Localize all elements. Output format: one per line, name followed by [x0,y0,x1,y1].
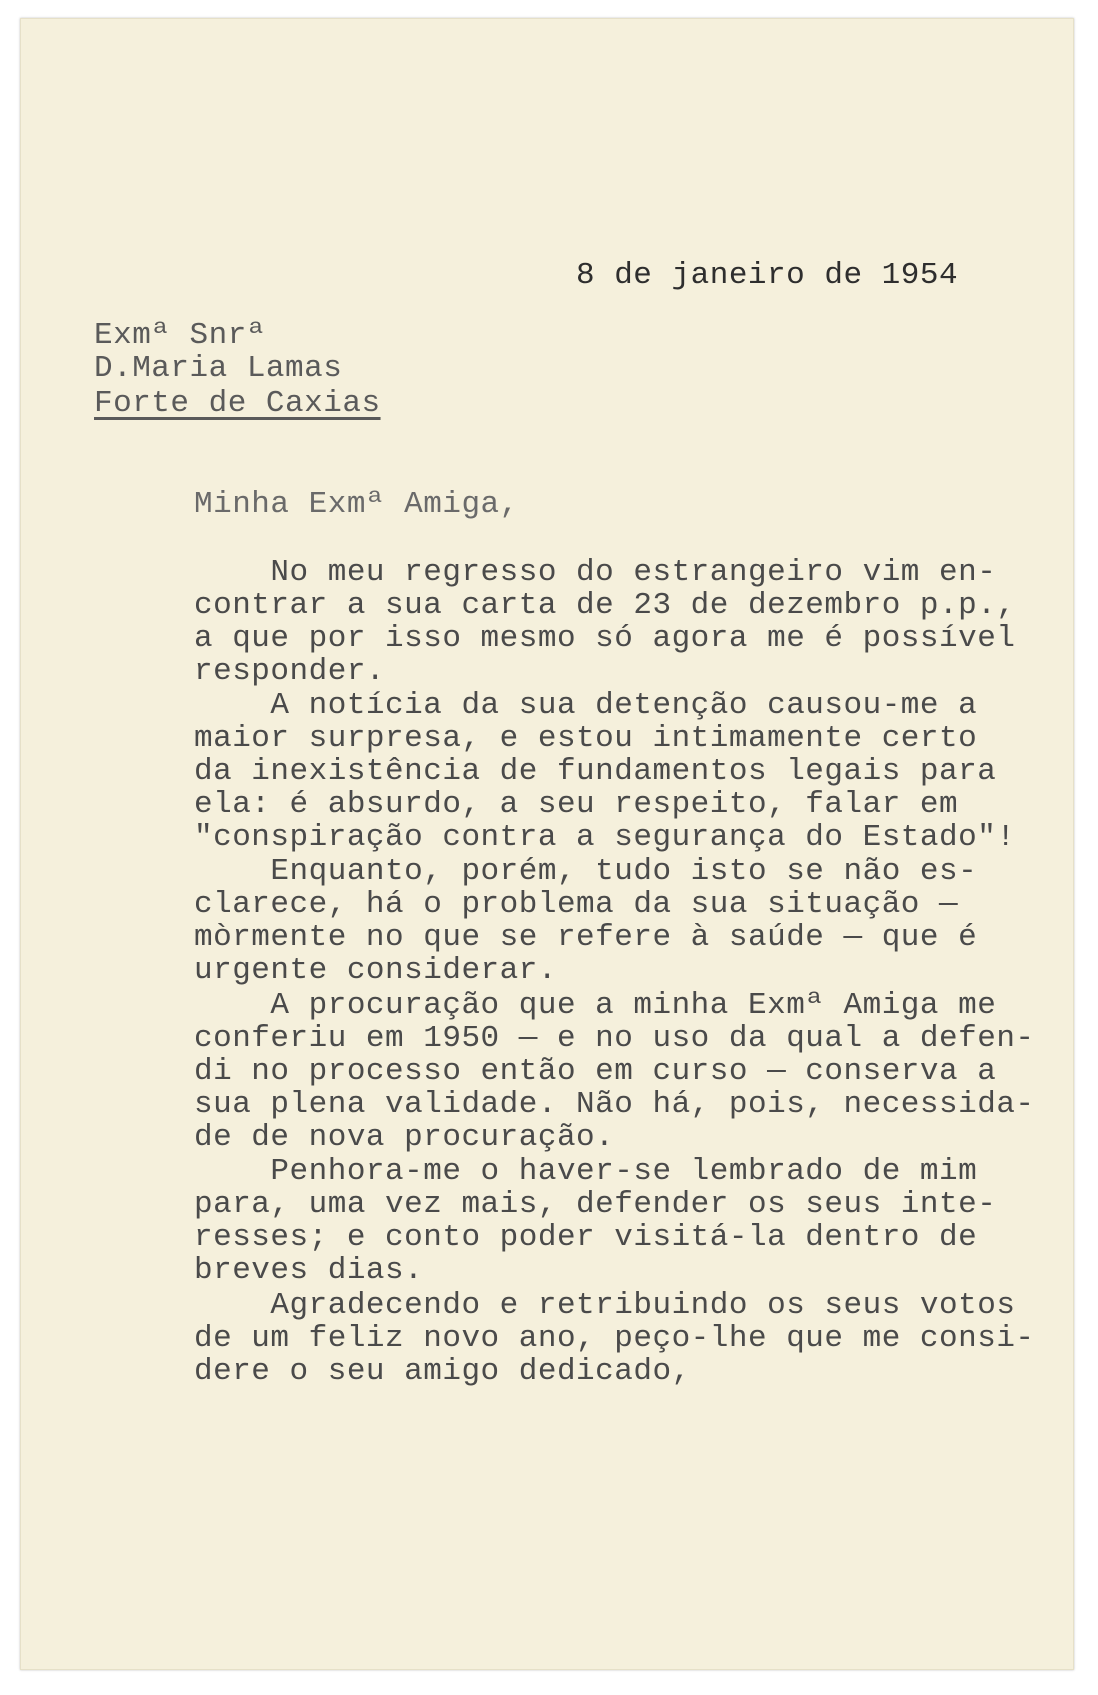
body-line: responder. [194,654,386,689]
recipient-title: Exmª Snrª [94,318,266,353]
body-line: de de nova procuração. [194,1120,615,1155]
letter-date: 8 de janeiro de 1954 [576,258,959,293]
body-line: maior surpresa, e estou intimamente certo [194,721,978,756]
body-line: A notícia da sua detenção causou-me a [194,688,978,723]
body-line: di no processo então em curso — conserva a [194,1054,997,1089]
body-line: para, uma vez mais, defender os seus inte- [194,1187,997,1222]
body-line: de um feliz novo ano, peço-lhe que me consi- [194,1321,1035,1356]
body-line: a que por isso mesmo só agora me é possível [194,621,1016,656]
body-line: conferiu em 1950 — e no uso da qual a defen- [194,1021,1035,1056]
body-line: resses; e conto poder visitá-la dentro de [194,1220,978,1255]
recipient-location: Forte de Caxias [94,386,381,421]
body-line: ela: é absurdo, a seu respeito, falar em [194,787,959,822]
body-line: da inexistência de fundamentos legais para [194,754,997,789]
body-line: A procuração que a minha Exmª Amiga me [194,988,997,1023]
body-line: urgente considerar. [194,953,557,988]
body-line: mòrmente no que se refere à saúde — que é [194,920,978,955]
body-line: contrar a sua carta de 23 de dezembro p.p., [194,588,1016,623]
body-line: clarece, há o problema da sua situação — [194,887,959,922]
recipient-name: D.Maria Lamas [94,351,343,386]
body-line: "conspiração contra a segurança do Estado"! [194,820,1016,855]
body-line: dere o seu amigo dedicado, [194,1354,691,1389]
body-line: Penhora-me o haver-se lembrado de mim [194,1154,978,1189]
body-line: breves dias. [194,1253,424,1288]
body-line: No meu regresso do estrangeiro vim en- [194,555,997,590]
body-line: Enquanto, porém, tudo isto se não es- [194,854,978,889]
body-line: sua plena validade. Não há, pois, necessida- [194,1087,1035,1122]
salutation: Minha Exmª Amiga, [194,487,519,522]
body-line: Agradecendo e retribuindo os seus votos [194,1288,1016,1323]
